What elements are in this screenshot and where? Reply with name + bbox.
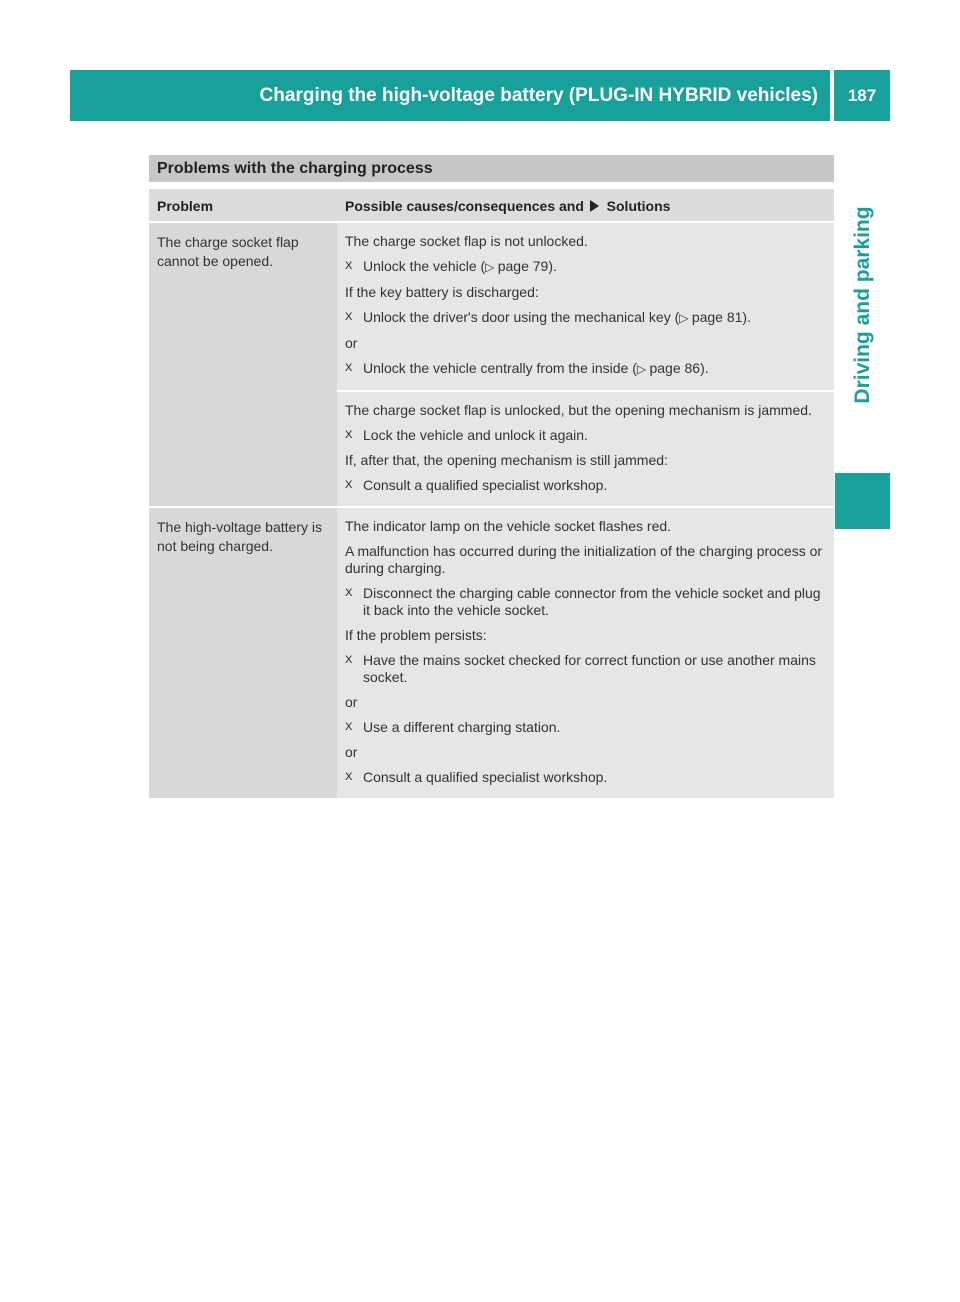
table-row xyxy=(149,223,834,506)
page-number: 187 xyxy=(834,70,890,121)
problem-cell: The high-voltage battery is not being charged. xyxy=(149,508,337,798)
solution-block xyxy=(337,392,834,506)
solution-block xyxy=(337,223,834,390)
step-text xyxy=(363,360,828,378)
page-ref-link[interactable]: page 86). xyxy=(649,360,709,376)
chapter-tab xyxy=(835,137,890,473)
running-header-title: Charging the high-voltage battery (PLUG-IN HYBRID vehicles) xyxy=(259,85,818,106)
table-body xyxy=(149,223,834,798)
chapter-tab-label: Driving and parking xyxy=(850,206,874,404)
step-text xyxy=(363,769,828,786)
cause-text: The charge socket flap is not unlocked. xyxy=(345,233,588,249)
solution-step xyxy=(345,309,828,327)
cause-text: or xyxy=(345,744,358,760)
step-label: Use a different charging station. xyxy=(363,719,561,735)
step-arrow-icon: X xyxy=(345,587,353,599)
step-text xyxy=(363,309,828,327)
step-arrow-icon: X xyxy=(345,654,353,666)
step-arrow-icon: X xyxy=(345,260,353,272)
step-label: Unlock the driver's door using the mechanical key ( xyxy=(363,309,680,325)
arrow-icon xyxy=(590,200,599,212)
cause-text: The charge socket flap is unlocked, but the opening mechanism is jammed. xyxy=(345,402,812,418)
solution-step xyxy=(345,427,828,444)
step-label: Have the mains socket checked for correct function or use another mains socket. xyxy=(363,652,816,685)
step-text xyxy=(363,477,828,494)
step-arrow-icon: X xyxy=(345,479,353,491)
step-text xyxy=(363,652,828,686)
step-arrow-icon: X xyxy=(345,429,353,441)
solution-step xyxy=(345,585,828,619)
table-header xyxy=(149,189,834,221)
solution-step xyxy=(345,360,828,378)
step-label: Disconnect the charging cable connector from the vehicle socket and plug it back into the vehicle socket. xyxy=(363,585,821,618)
step-arrow-icon: X xyxy=(345,311,353,323)
cause-text: or xyxy=(345,694,358,710)
cause-text: If, after that, the opening mechanism is still jammed: xyxy=(345,452,668,468)
cause-text: or xyxy=(345,335,358,351)
header-solutions-label: Possible causes/consequences and xyxy=(345,198,584,214)
cause-text: The indicator lamp on the vehicle socket flashes red. xyxy=(345,518,672,534)
step-arrow-icon: X xyxy=(345,771,353,783)
page-ref-link[interactable]: page 79). xyxy=(497,258,557,274)
step-arrow-icon: X xyxy=(345,362,353,374)
step-arrow-icon: X xyxy=(345,721,353,733)
chapter-marker xyxy=(835,473,890,529)
page-ref-icon: ▷ xyxy=(485,260,498,274)
step-text xyxy=(363,427,828,444)
page-ref-link[interactable]: page 81). xyxy=(691,309,751,325)
solution-block xyxy=(337,508,834,798)
solution-step xyxy=(345,258,828,276)
solutions-cell xyxy=(337,223,834,506)
step-label: Unlock the vehicle centrally from the inside ( xyxy=(363,360,637,376)
solution-step xyxy=(345,769,828,786)
cause-text: If the problem persists: xyxy=(345,627,487,643)
section-title: Problems with the charging process xyxy=(149,155,834,182)
step-label: Consult a qualified specialist workshop. xyxy=(363,477,608,493)
step-text xyxy=(363,585,828,619)
problem-cell: The charge socket flap cannot be opened. xyxy=(149,223,337,506)
solution-step xyxy=(345,477,828,494)
header-problem: Problem xyxy=(157,198,214,214)
page-ref-icon: ▷ xyxy=(636,362,650,376)
header-solutions xyxy=(337,189,834,221)
header-solutions-label-b: Solutions xyxy=(606,198,671,214)
troubleshooting-table xyxy=(149,189,834,800)
cause-text: A malfunction has occurred during the initialization of the charging process or during charging. xyxy=(345,543,823,576)
solution-step xyxy=(345,652,828,686)
running-header xyxy=(70,70,830,121)
table-row xyxy=(149,508,834,798)
page-ref-icon: ▷ xyxy=(679,311,692,325)
solutions-cell xyxy=(337,508,834,798)
cause-text: If the key battery is discharged: xyxy=(345,284,539,300)
step-text xyxy=(363,719,828,736)
step-label: Consult a qualified specialist workshop. xyxy=(363,769,608,785)
solution-step xyxy=(345,719,828,736)
step-label: Lock the vehicle and unlock it again. xyxy=(363,427,588,443)
step-text xyxy=(363,258,828,276)
step-label: Unlock the vehicle ( xyxy=(363,258,486,274)
